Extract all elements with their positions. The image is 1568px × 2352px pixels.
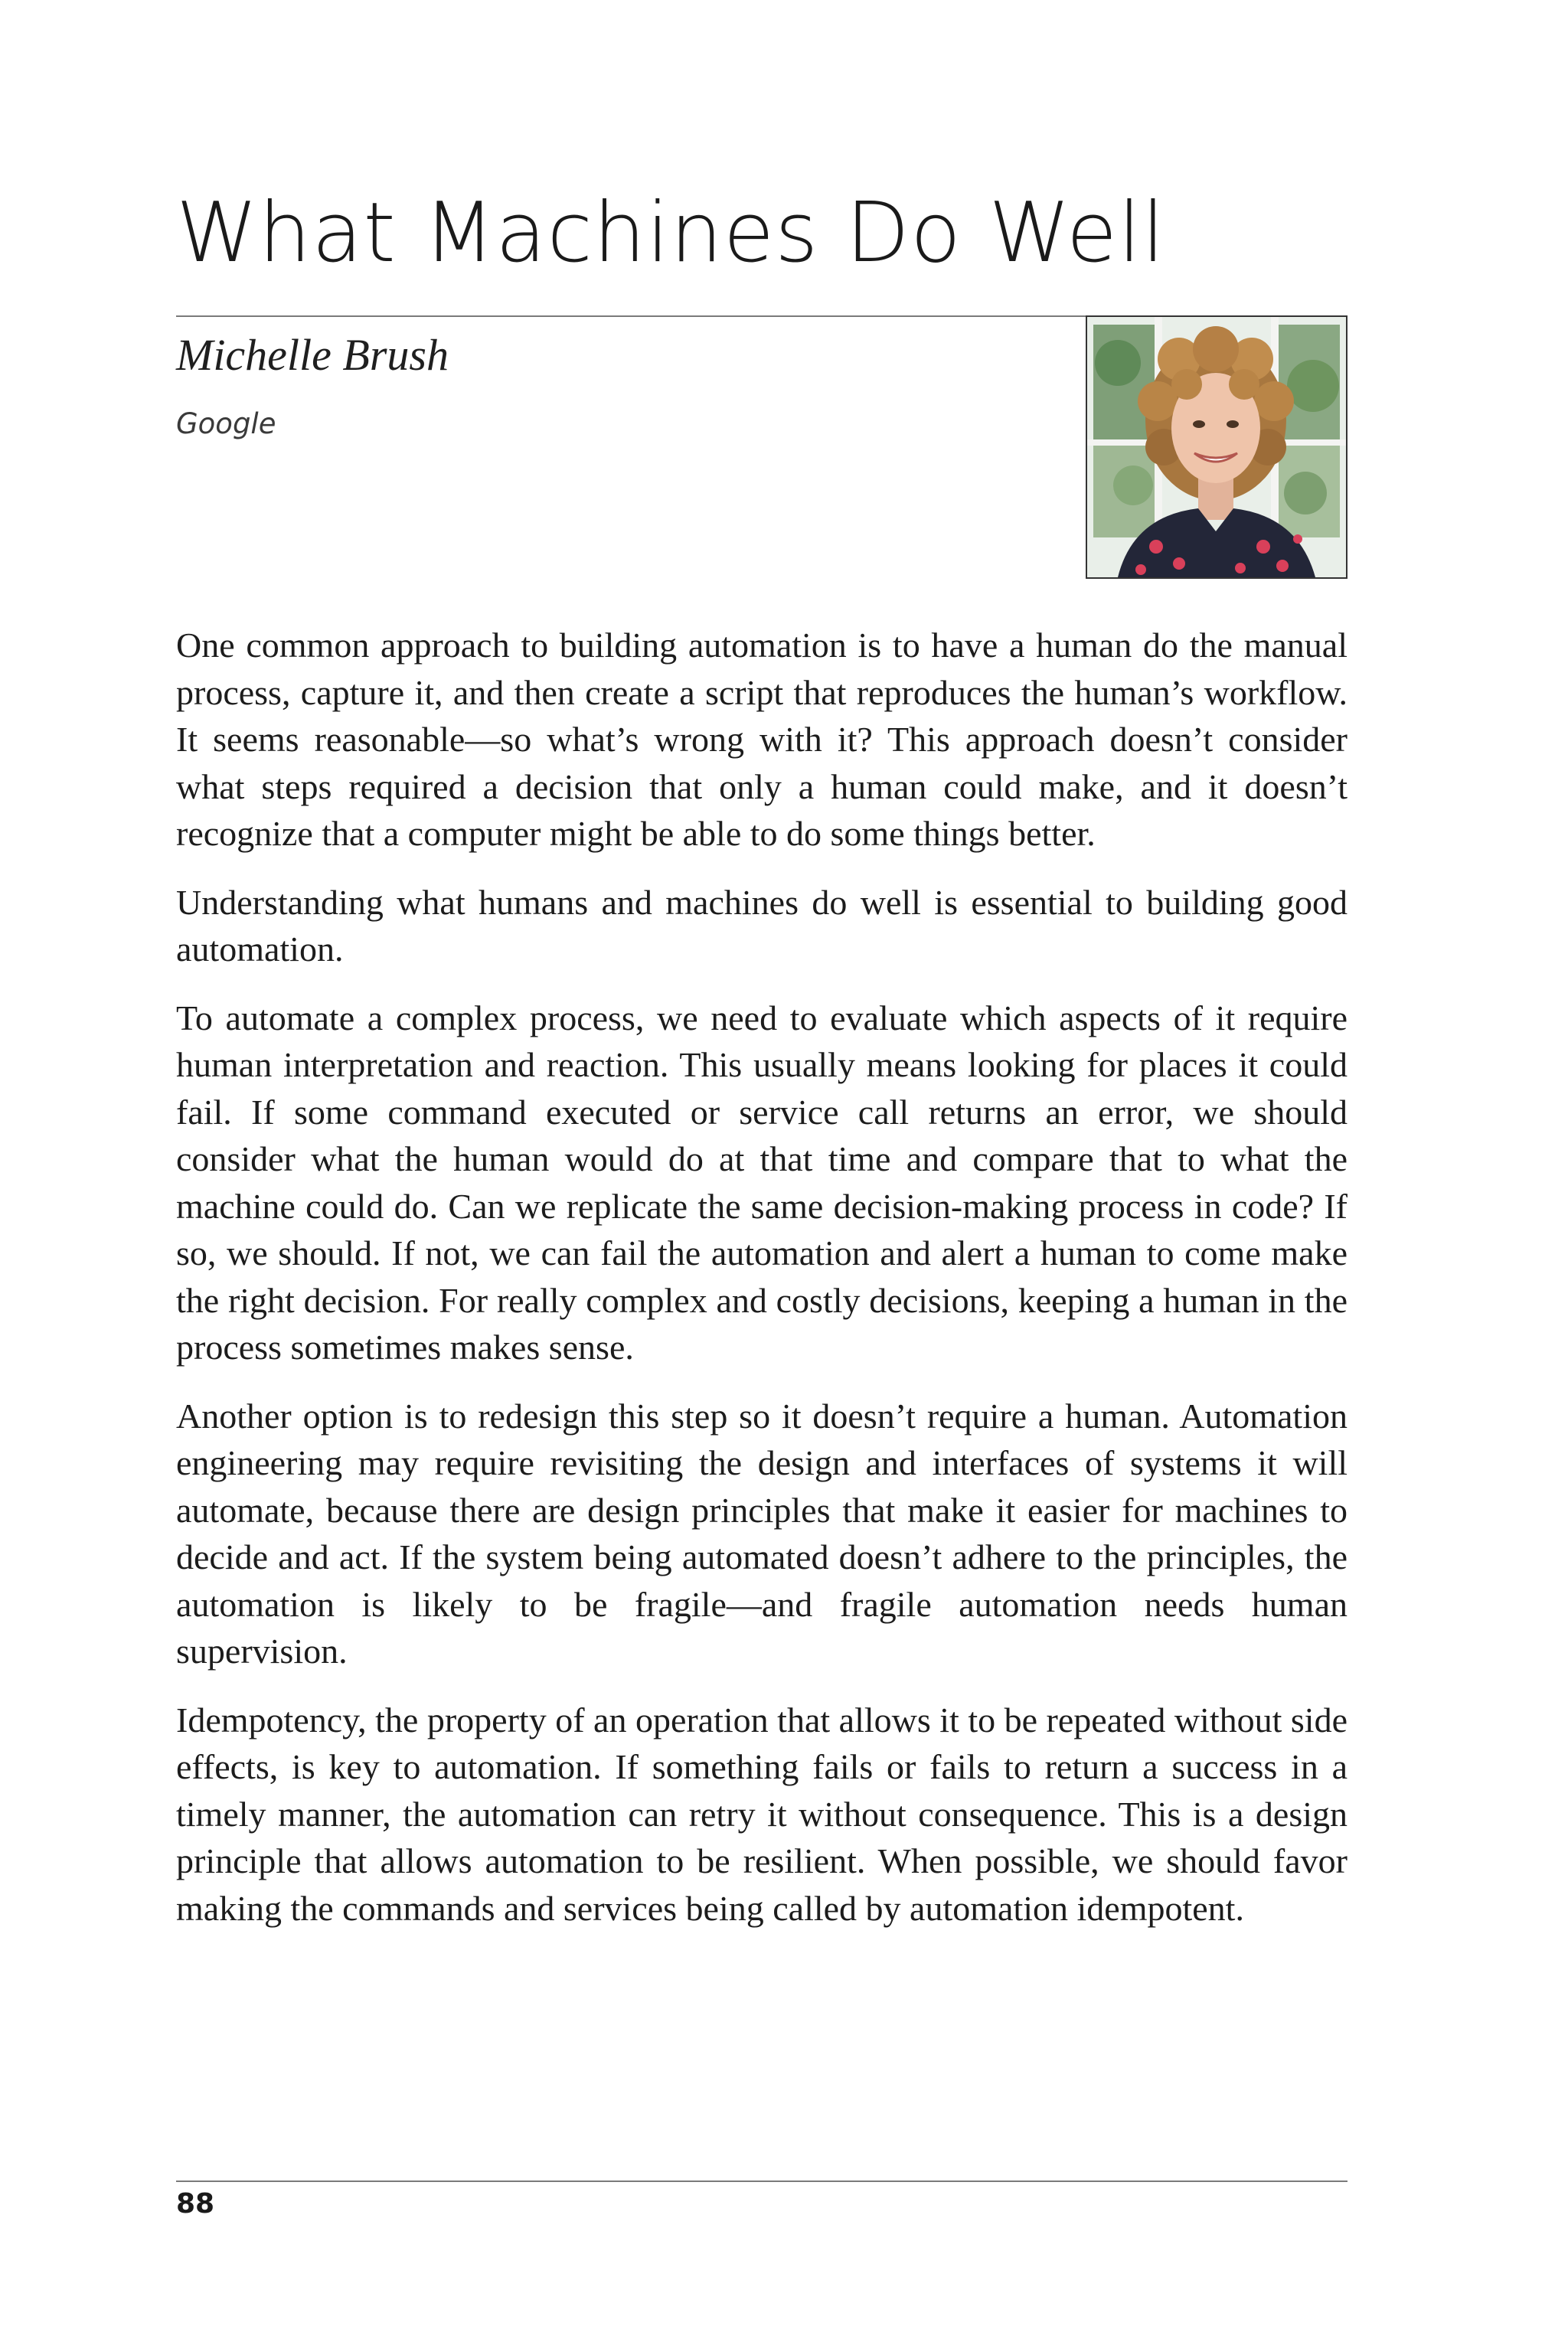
author-photo (1086, 315, 1348, 579)
footer-divider (176, 2180, 1348, 2182)
body-paragraph: Another option is to redesign this step so it doesn’t require a human. Automation engineering may require revisiting the design and interfaces of systems it will automate, because there are design principles that make it easier for machines to decide and act. If the system being automated doesn’t adhere to the principles, the automation is likely to be fragile—and fragile automation needs human supervision. (176, 1396, 1348, 1671)
body-paragraph: One common approach to building automation is to have a human do the manual process, capture it, and then create a script that reproduces the human’s workflow. It seems reasonable—so what’s wrong with it? This approach doesn’t consider what steps required a decision that only a human could make, and it doesn’t recognize that a computer might be able to do some things better. (176, 626, 1348, 853)
page-number: 88 (176, 2188, 215, 2220)
body-paragraph: Idempotency, the property of an operation that allows it to be repeated without side effects, is key to automation. If something fails or fails to return a success in a timely manner, the automation can retry it without consequence. This is a design principle that allows automation to be resilient. When possible, we should favor making the commands and services being called by automation idempotent. (176, 1700, 1348, 1928)
author-name: Michelle Brush (176, 330, 449, 380)
page-title: What Machines Do Well (176, 185, 1166, 281)
body-paragraph: Understanding what humans and machines do well is essential to building good automation. (176, 882, 1348, 969)
author-affiliation: Google (176, 407, 276, 440)
body-paragraph: To automate a complex process, we need to evaluate which aspects of it require human interpretation and reaction. This usually means looking for places it could fail. If some command executed or service call returns an error, we should consider what the human would do at that time and compare that to what the machine could do. Can we replicate the same decision-making process in code? If so, we should. If not, we can fail the automation and alert a human to come make the right decision. For really complex and costly decisions, keeping a human in the process sometimes makes sense. (176, 998, 1348, 1367)
article-body (176, 622, 1348, 1953)
